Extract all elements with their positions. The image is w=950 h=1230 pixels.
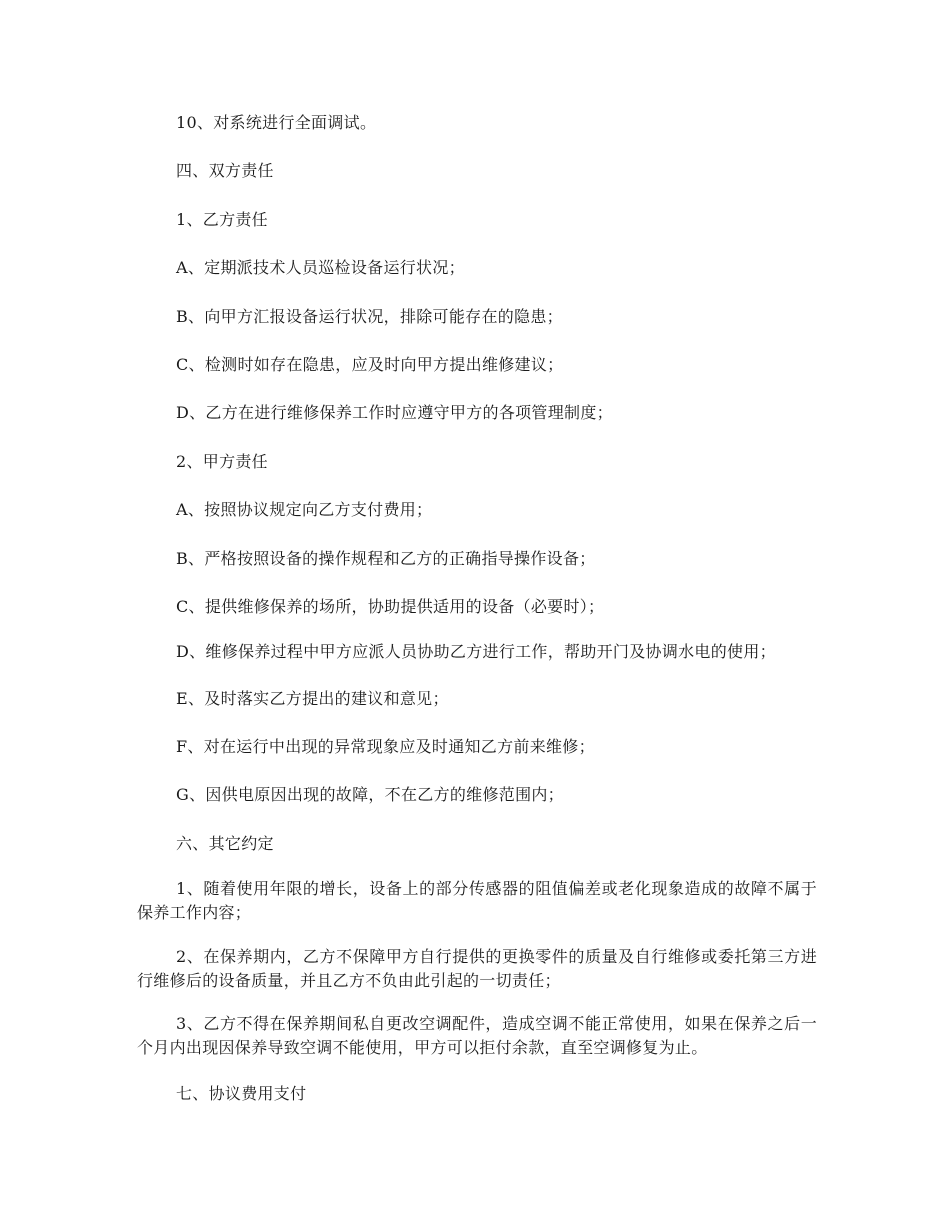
other-agreement-2: 2、在保养期内，乙方不保障甲方自行提供的更换零件的质量及自行维修或委托第三方进行维修后的设备质量，并且乙方不负由此引起的一切责任；	[137, 946, 817, 990]
party-a-item-b: B、严格按照设备的操作规程和乙方的正确指导操作设备；	[176, 548, 596, 568]
heading-fee-payment: 七、协议费用支付	[176, 1084, 307, 1104]
heading-party-a-responsibilities: 2、甲方责任	[176, 451, 268, 471]
party-a-item-d: D、维修保养过程中甲方应派人员协助乙方进行工作，帮助开门及协调水电的使用；	[176, 642, 776, 662]
party-a-item-c: C、提供维修保养的场所，协助提供适用的设备（必要时）；	[176, 596, 605, 616]
party-b-item-c: C、检测时如存在隐患，应及时向甲方提出维修建议；	[176, 354, 564, 374]
heading-mutual-responsibilities: 四、双方责任	[176, 161, 274, 181]
other-agreement-1: 1、随着使用年限的增长，设备上的部分传感器的阻值偏差或老化现象造成的故障不属于保养工作内容；	[137, 879, 817, 923]
heading-other-agreements: 六、其它约定	[176, 833, 274, 853]
other-agreement-3: 3、乙方不得在保养期间私自更改空调配件，造成空调不能正常使用，如果在保养之后一个月内出现因保养导致空调不能使用，甲方可以拒付余款，直至空调修复为止。	[137, 1014, 817, 1058]
document-body	[137, 108, 817, 1128]
party-a-item-g: G、因供电原因出现的故障，不在乙方的维修范围内；	[176, 785, 564, 805]
party-a-item-e: E、及时落实乙方提出的建议和意见；	[176, 688, 449, 708]
party-b-item-d: D、乙方在进行维修保养工作时应遵守甲方的各项管理制度；	[176, 403, 613, 423]
party-b-item-b: B、向甲方汇报设备运行状况，排除可能存在的隐患；	[176, 306, 563, 326]
party-a-item-a: A、按照协议规定向乙方支付费用；	[176, 500, 433, 520]
party-a-item-f: F、对在运行中出现的异常现象应及时通知乙方前来维修；	[176, 737, 595, 757]
heading-party-b-responsibilities: 1、乙方责任	[176, 209, 268, 229]
paragraph-debug-system: 10、对系统进行全面调试。	[176, 113, 377, 132]
party-b-item-a: A、定期派技术人员巡检设备运行状况；	[176, 258, 465, 278]
